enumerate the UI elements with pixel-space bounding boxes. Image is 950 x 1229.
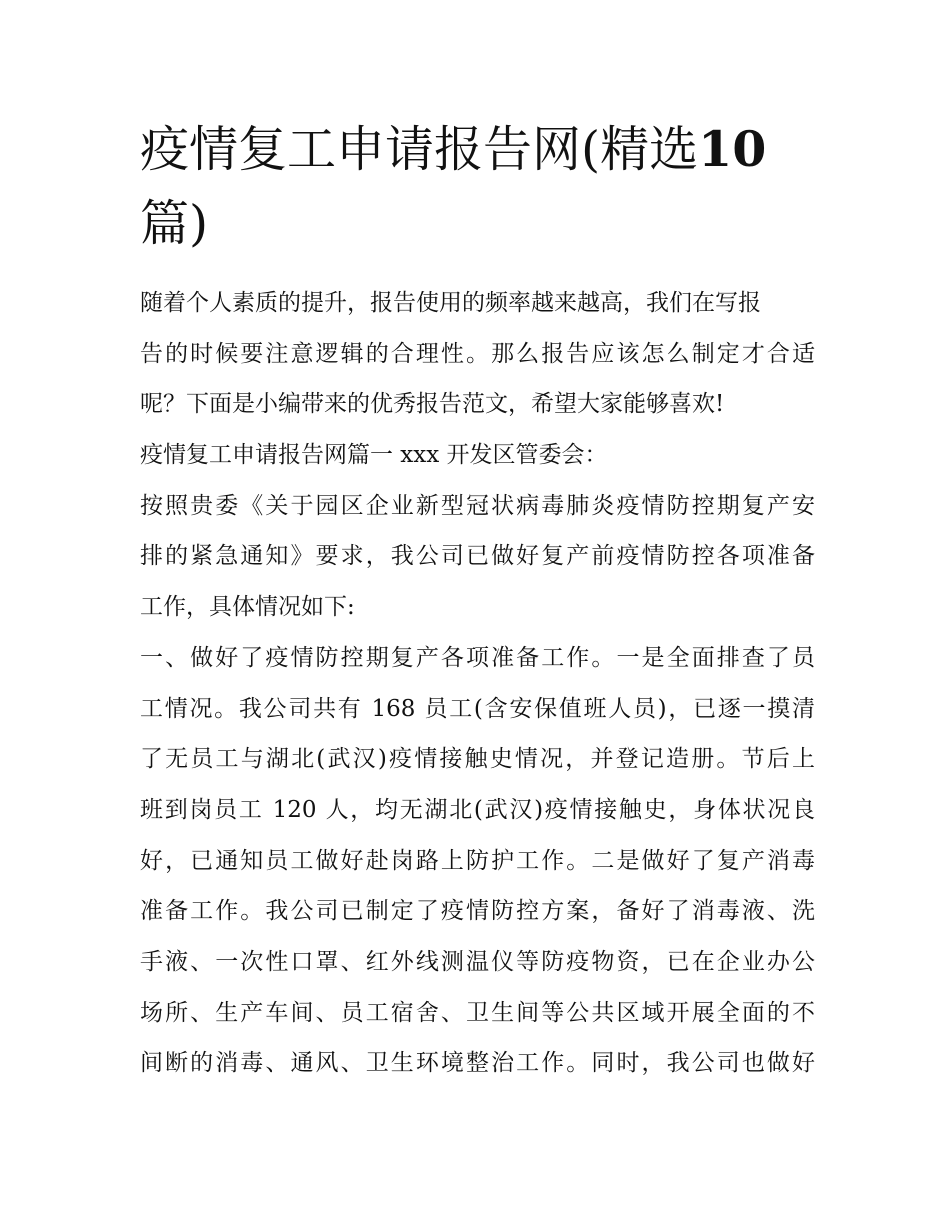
title-number: 10 (698, 120, 767, 178)
body-line: 班到岗员工 120 人，均无湖北(武汉)疫情接触史，身体状况良 (140, 796, 815, 823)
body-line: 手液、一次性口罩、红外线测温仪等防疫物资，已在企业办公 (140, 948, 815, 975)
body-line: 间断的消毒、通风、卫生环境整治工作。同时，我公司也做好 (140, 1050, 815, 1077)
body-line: 好，已通知员工做好赴岗路上防护工作。二是做好了复产消毒 (140, 847, 815, 874)
document-title (140, 112, 820, 261)
body-line: 了无员工与湖北(武汉)疫情接触史情况，并登记造册。节后上 (140, 746, 815, 773)
body-line: 排的紧急通知》要求，我公司已做好复产前疫情防控各项准备 (140, 543, 815, 570)
body-line: 按照贵委《关于园区企业新型冠状病毒肺炎疫情防控期复产安 (140, 492, 815, 519)
body-line: 一、做好了疫情防控期复产各项准备工作。一是全面排查了员 (140, 644, 815, 671)
body-line: 准备工作。我公司已制定了疫情防控方案，备好了消毒液、洗 (140, 898, 815, 925)
body-line: 告的时候要注意逻辑的合理性。那么报告应该怎么制定才合适 (140, 340, 815, 367)
body-line: 工情况。我公司共有 168 员工(含安保值班人员)，已逐一摸清 (140, 695, 815, 722)
body-line: 随着个人素质的提升，报告使用的频率越来越高，我们在写报 (140, 290, 761, 316)
body-line: 场所、生产车间、员工宿舍、卫生间等公共区域开展全面的不 (140, 999, 815, 1026)
document-body (140, 278, 815, 1089)
body-line: 工作，具体情况如下: (140, 594, 355, 621)
body-line: 呢？下面是小编带来的优秀报告范文，希望大家能够喜欢! (140, 391, 725, 418)
body-line: 疫情复工申请报告网篇一 xxx 开发区管委会： (140, 442, 608, 469)
title-text: 疫情复工申请报告网(精选 (140, 121, 699, 178)
title-text-continued: 篇) (140, 195, 209, 252)
